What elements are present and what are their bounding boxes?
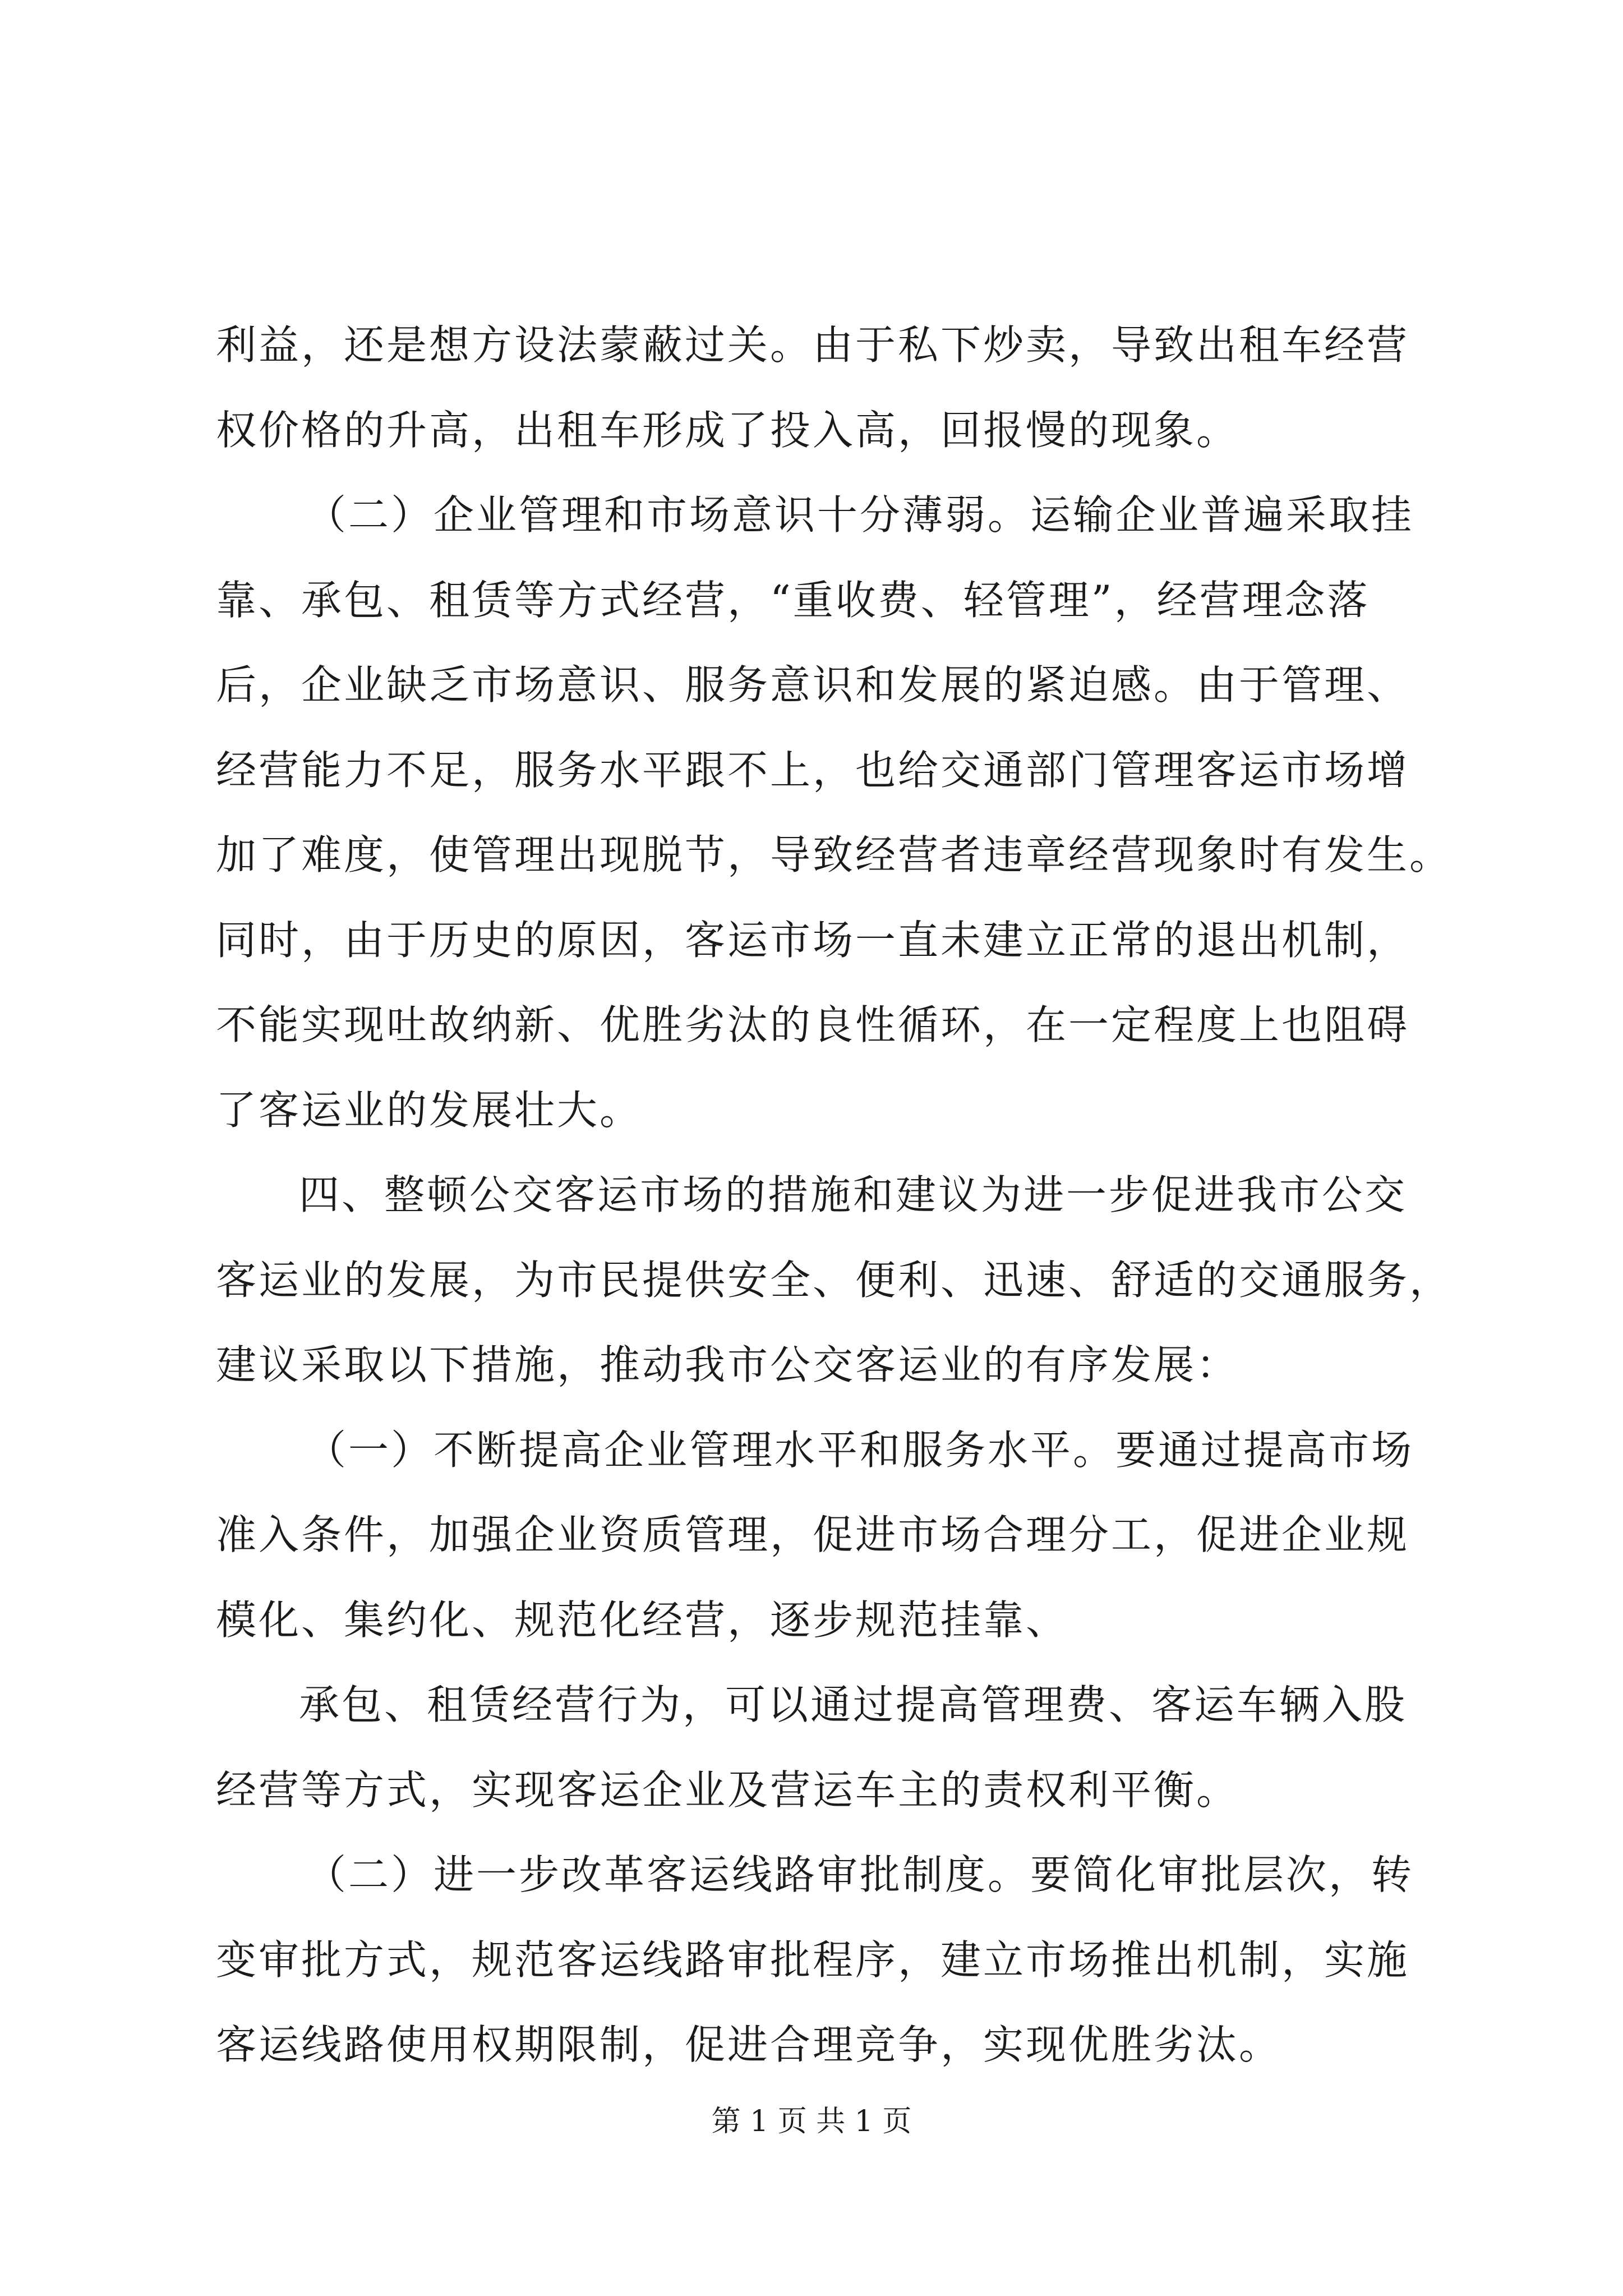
text-line: 利益，还是想方设法蒙蔽过关。由于私下炒卖，导致出租车经营 bbox=[216, 321, 1410, 369]
text-line: （二）进一步改革客运线路审批制度。要简化审批层次，转 bbox=[306, 1851, 1414, 1898]
text-line: 经营等方式，实现客运企业及营运车主的责权利平衡。 bbox=[216, 1766, 1239, 1814]
text-line: （一）不断提高企业管理水平和服务水平。要通过提高市场 bbox=[306, 1426, 1414, 1474]
document-body bbox=[216, 303, 1453, 2088]
text-line: 承包、租赁经营行为，可以通过提高管理费、客运车辆入股 bbox=[299, 1681, 1408, 1728]
text-line: 不能实现吐故纳新、优胜劣汰的良性循环，在一定程度上也阻碍 bbox=[216, 1001, 1410, 1048]
text-line: 后，企业缺乏市场意识、服务意识和发展的紧迫感。由于管理、 bbox=[216, 661, 1410, 708]
text-line: 客运业的发展，为市民提供安全、便利、迅速、舒适的交通服务， bbox=[216, 1256, 1453, 1304]
text-line: 同时，由于历史的原因，客运市场一直未建立正常的退出机制， bbox=[216, 916, 1410, 964]
text-line: 加了难度，使管理出现脱节，导致经营者违章经营现象时有发生。 bbox=[216, 831, 1453, 878]
text-line: 准入条件，加强企业资质管理，促进市场合理分工，促进企业规 bbox=[216, 1511, 1410, 1558]
text-line: （二）企业管理和市场意识十分薄弱。运输企业普遍采取挂 bbox=[306, 491, 1414, 539]
text-line: 变审批方式，规范客运线路审批程序，建立市场推出机制，实施 bbox=[216, 1936, 1410, 1984]
text-line: 权价格的升高，出租车形成了投入高，回报慢的现象。 bbox=[216, 406, 1239, 454]
text-line: 靠、承包、租赁等方式经营，“重收费、轻管理”，经营理念落 bbox=[216, 576, 1370, 624]
text-line: 经营能力不足，服务水平跟不上，也给交通部门管理客运市场增 bbox=[216, 746, 1410, 794]
text-line: 建议采取以下措施，推动我市公交客运业的有序发展： bbox=[216, 1341, 1239, 1388]
text-line: 四、整顿公交客运市场的措施和建议为进一步促进我市公交 bbox=[299, 1171, 1408, 1218]
text-line: 模化、集约化、规范化经营，逐步规范挂靠、 bbox=[216, 1596, 1069, 1644]
page-footer: 第 1 页 共 1 页 bbox=[711, 2105, 912, 2138]
text-line: 了客运业的发展壮大。 bbox=[216, 1086, 643, 1134]
text-line: 客运线路使用权期限制，促进合理竞争，实现优胜劣汰。 bbox=[216, 2021, 1282, 2068]
